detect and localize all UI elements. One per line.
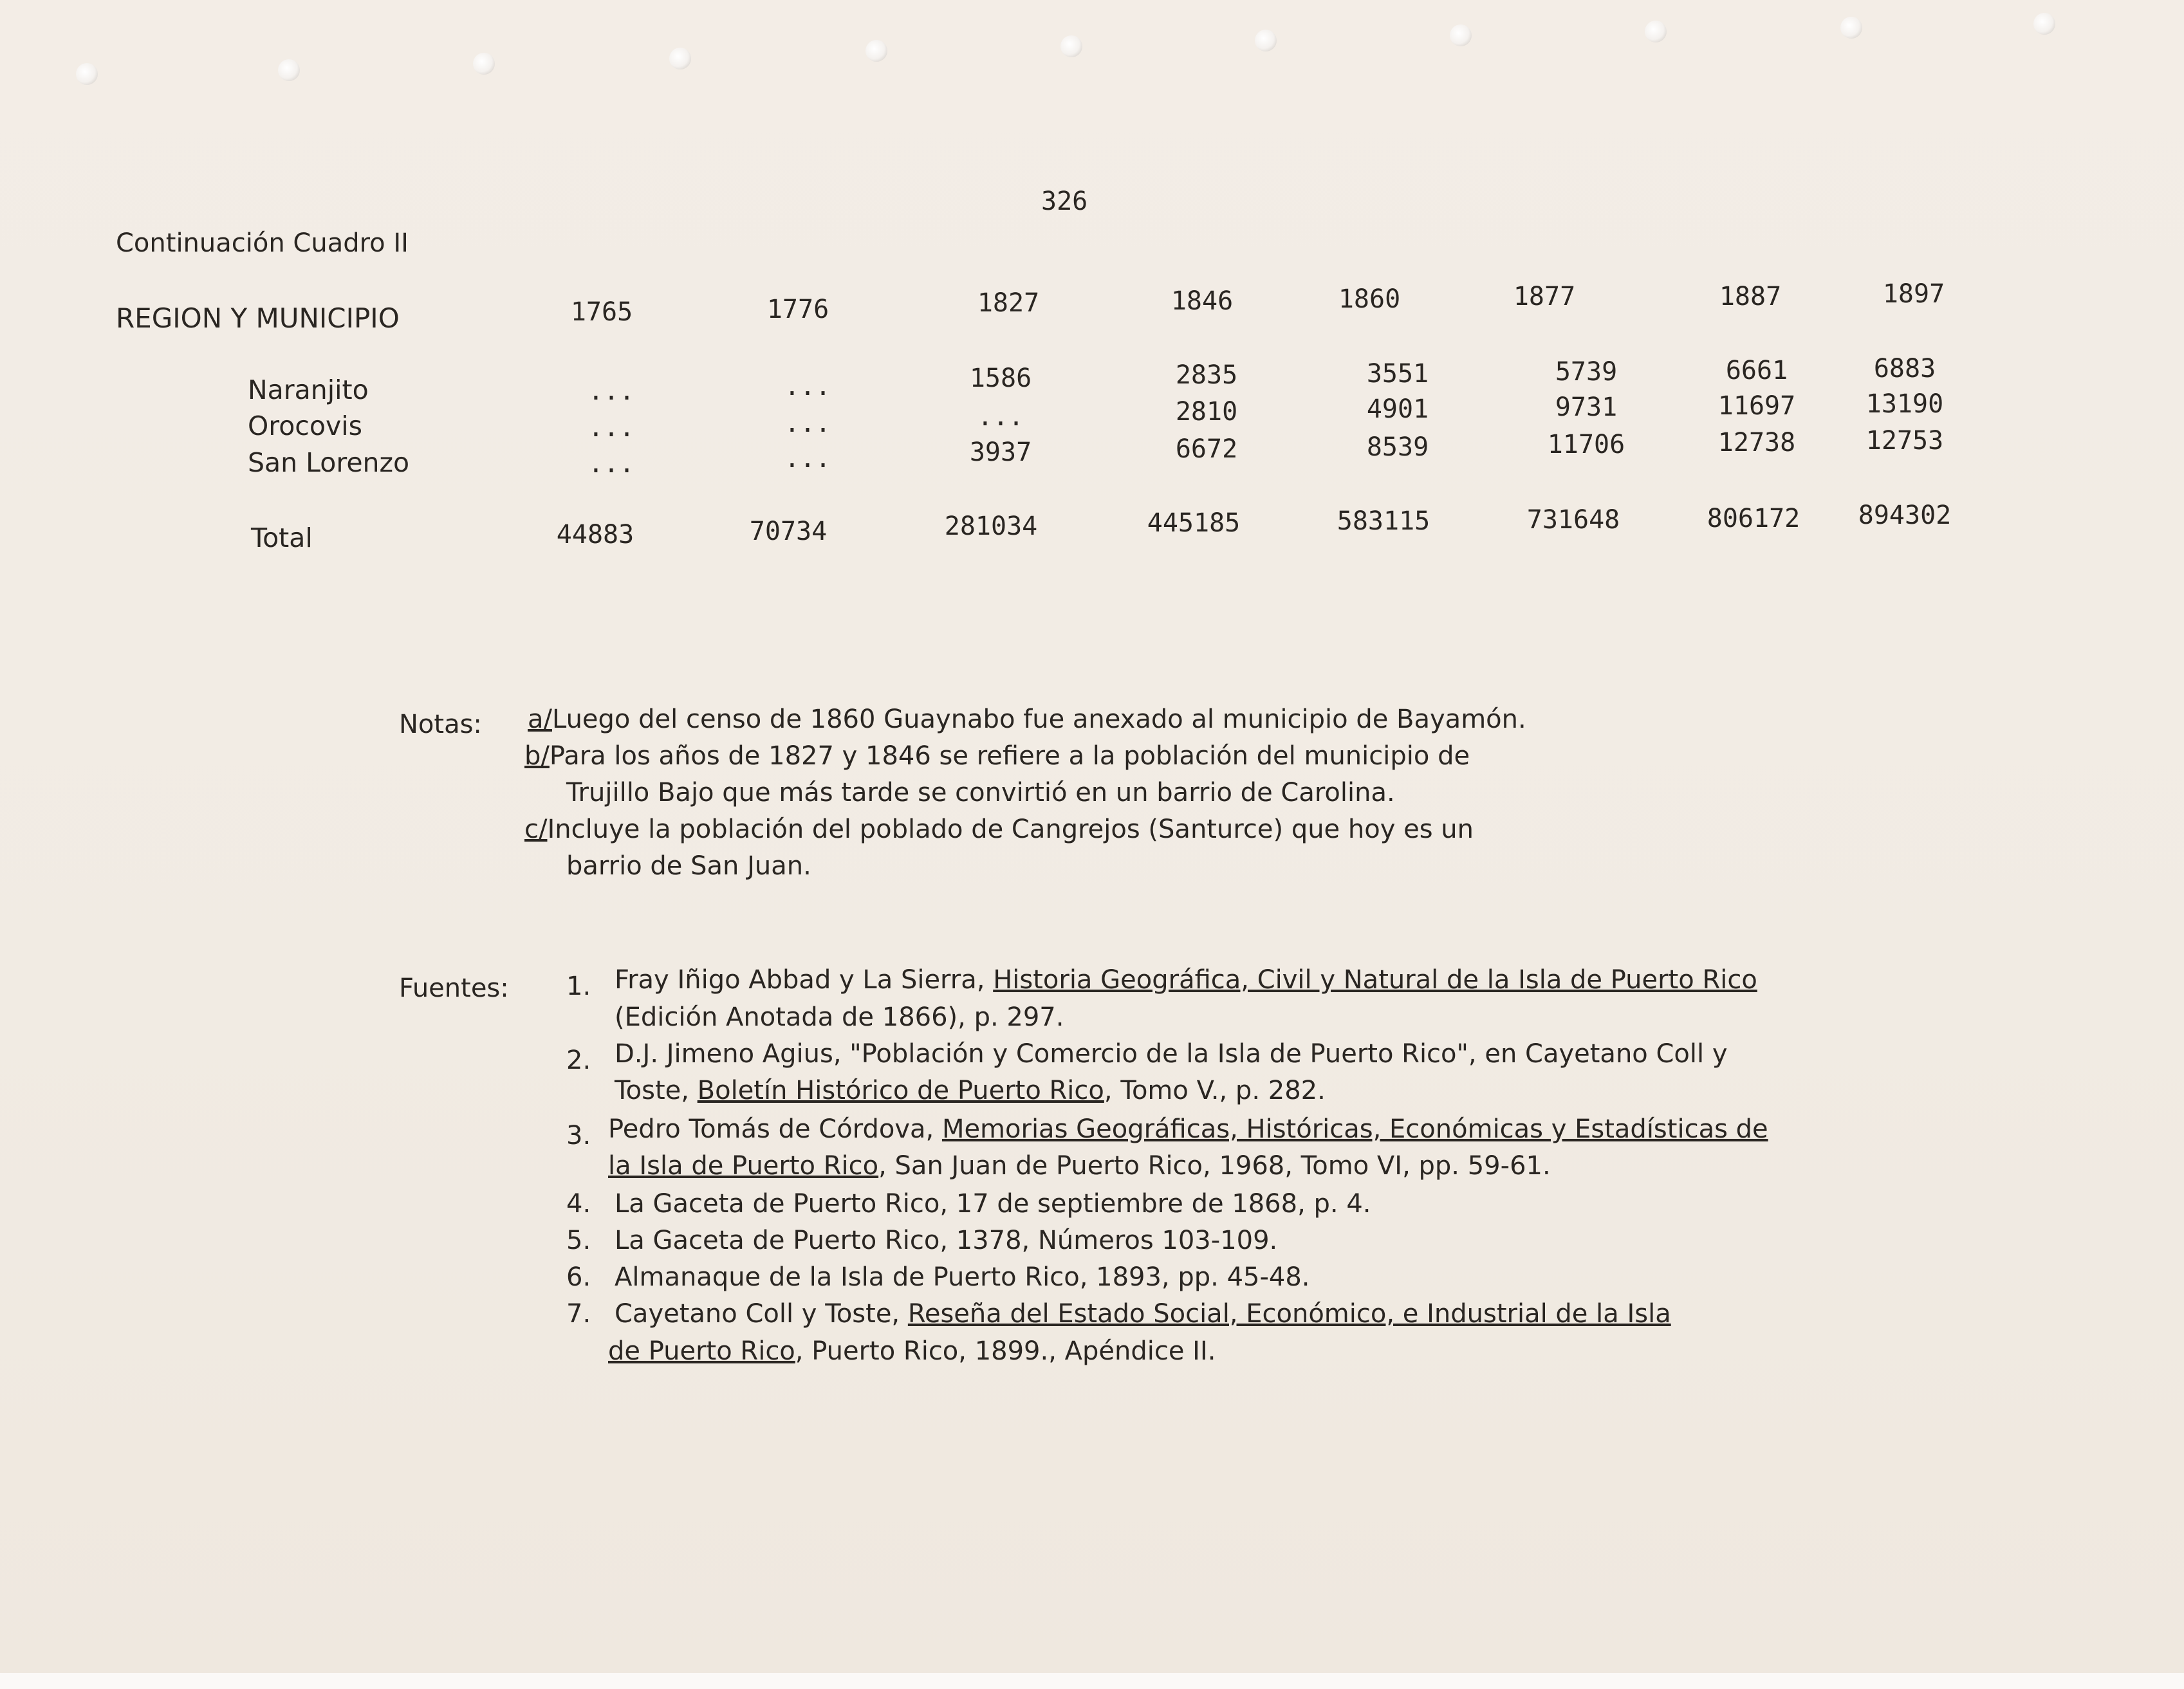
source-1-continuation: (Edición Anotada de 1866), p. 297.	[615, 1002, 1064, 1032]
source-3-author: Pedro Tomás de Córdova,	[608, 1114, 942, 1144]
source-7-suffix: , Puerto Rico, 1899., Apéndice II.	[795, 1336, 1216, 1366]
table-cell: 4901	[1366, 394, 1429, 424]
municipality-name: San Lorenzo	[248, 447, 410, 478]
note-c	[524, 811, 1474, 848]
table-cell: 6883	[1873, 354, 1936, 383]
punch-hole	[2033, 13, 2055, 35]
punch-hole	[278, 59, 300, 81]
page-number: 326	[1041, 187, 1088, 216]
source-1-author: Fray Iñigo Abbad y La Sierra,	[615, 965, 994, 995]
note-a-mark: a/	[528, 705, 552, 734]
source-6: Almanaque de la Isla de Puerto Rico, 1893, pp. 45-48.	[615, 1262, 1310, 1292]
source-number: 1.	[566, 972, 591, 1001]
table-cell: 6672	[1175, 434, 1238, 464]
source-2: D.J. Jimeno Agius, "Población y Comercio de la Isla de Puerto Rico", en Cayetano Coll y	[615, 1039, 1728, 1069]
total-label: Total	[251, 522, 313, 553]
note-b-text: Para los años de 1827 y 1846 se refiere a la población del municipio de	[549, 741, 1470, 771]
source-number: 4.	[566, 1189, 591, 1219]
source-2-prefix: Toste,	[615, 1076, 698, 1105]
sources-label: Fuentes:	[399, 974, 509, 1003]
header-region-label: REGION Y MUNICIPIO	[116, 302, 400, 334]
punch-hole	[669, 48, 691, 69]
punch-hole	[1450, 24, 1472, 46]
note-b	[524, 738, 1470, 775]
notes-label: Notas:	[399, 710, 482, 739]
table-cell: 2835	[1175, 360, 1238, 390]
source-3-continuation	[608, 1148, 1551, 1185]
municipality-name: Orocovis	[248, 411, 362, 441]
year-header: 1860	[1338, 284, 1401, 314]
total-cell: 894302	[1858, 501, 1952, 530]
table-cell: 1586	[969, 364, 1032, 393]
year-header: 1897	[1882, 279, 1945, 309]
note-c-text: Incluye la población del poblado de Cangrejos (Santurce) que hoy es un	[547, 815, 1474, 844]
year-header: 1887	[1719, 282, 1782, 311]
punch-hole	[473, 53, 495, 75]
note-b-mark: b/	[524, 741, 550, 771]
table-cell: 12738	[1717, 428, 1796, 457]
municipality-name: Naranjito	[248, 374, 369, 405]
total-cell: 583115	[1337, 506, 1430, 536]
punch-hole	[1840, 17, 1862, 39]
table-cell: 13190	[1865, 389, 1944, 419]
table-cell: ...	[977, 402, 1024, 432]
punch-hole	[76, 63, 98, 85]
table-cell: 6661	[1725, 356, 1788, 385]
table-cell: 11697	[1717, 391, 1796, 421]
source-3-title: Memorias Geográficas, Históricas, Económicas y Estadísticas de	[941, 1114, 1768, 1144]
source-number: 7.	[566, 1299, 591, 1329]
source-2-continuation	[615, 1073, 1326, 1109]
source-number: 3.	[566, 1121, 591, 1150]
year-header: 1877	[1513, 282, 1576, 311]
table-cell: ...	[784, 444, 831, 474]
note-a	[528, 701, 1526, 738]
table-cell: 12753	[1865, 426, 1944, 456]
note-c-continuation: barrio de San Juan.	[566, 851, 811, 881]
source-7-continuation	[608, 1333, 1216, 1370]
table-cell: 9731	[1555, 392, 1618, 422]
table-cell: 11706	[1547, 430, 1625, 459]
table-cell: 3937	[969, 438, 1032, 467]
year-header: 1827	[977, 288, 1040, 318]
source-7-author: Cayetano Coll y Toste,	[615, 1299, 908, 1329]
source-4: La Gaceta de Puerto Rico, 17 de septiembre de 1868, p. 4.	[615, 1189, 1371, 1219]
source-7-title: Reseña del Estado Social, Económico, e Industrial de la Isla	[907, 1299, 1671, 1329]
total-cell: 806172	[1707, 504, 1800, 533]
table-cell: ...	[784, 409, 831, 438]
table-cell: 8539	[1366, 432, 1429, 462]
table-cell: 2810	[1175, 397, 1238, 427]
source-3-title-end: la Isla de Puerto Rico	[608, 1151, 879, 1181]
total-cell: 70734	[749, 517, 828, 546]
year-header: 1846	[1171, 286, 1234, 316]
punch-hole	[1255, 30, 1277, 51]
source-1-title: Historia Geográfica, Civil y Natural de la Isla de Puerto Rico	[993, 965, 1757, 995]
table-cell: ...	[588, 376, 635, 406]
table-cell: ...	[588, 413, 635, 443]
punch-hole	[865, 40, 887, 62]
source-number: 5.	[566, 1226, 591, 1255]
source-3	[608, 1111, 1768, 1148]
table-caption: Continuación Cuadro II	[116, 228, 409, 258]
note-c-mark: c/	[524, 815, 548, 844]
source-number: 6.	[566, 1262, 591, 1292]
page-bottom-margin	[0, 1673, 2184, 1689]
total-cell: 731648	[1526, 505, 1620, 535]
note-b-continuation: Trujillo Bajo que más tarde se convirtió en un barrio de Carolina.	[566, 778, 1395, 808]
source-7-title-end: de Puerto Rico	[608, 1336, 795, 1366]
source-2-title: Boletín Histórico de Puerto Rico	[697, 1076, 1104, 1105]
source-1	[615, 962, 1757, 999]
table-cell: ...	[588, 449, 635, 479]
source-5: La Gaceta de Puerto Rico, 1378, Números 103-109.	[615, 1226, 1278, 1255]
source-3-suffix: , San Juan de Puerto Rico, 1968, Tomo VI, pp. 59-61.	[878, 1151, 1551, 1181]
year-header: 1765	[570, 297, 633, 327]
source-7	[615, 1296, 1671, 1333]
total-cell: 281034	[944, 512, 1038, 541]
year-header: 1776	[766, 295, 829, 324]
total-cell: 445185	[1147, 508, 1241, 538]
note-a-text: Luego del censo de 1860 Guaynabo fue anexado al municipio de Bayamón.	[552, 705, 1526, 734]
source-2-suffix: , Tomo V., p. 282.	[1104, 1076, 1326, 1105]
punch-hole	[1060, 35, 1082, 57]
source-number: 2.	[566, 1046, 591, 1075]
punch-hole	[1645, 21, 1667, 42]
table-cell: ...	[784, 372, 831, 401]
table-cell: 5739	[1555, 357, 1618, 387]
table-cell: 3551	[1366, 359, 1429, 389]
total-cell: 44883	[556, 520, 634, 549]
